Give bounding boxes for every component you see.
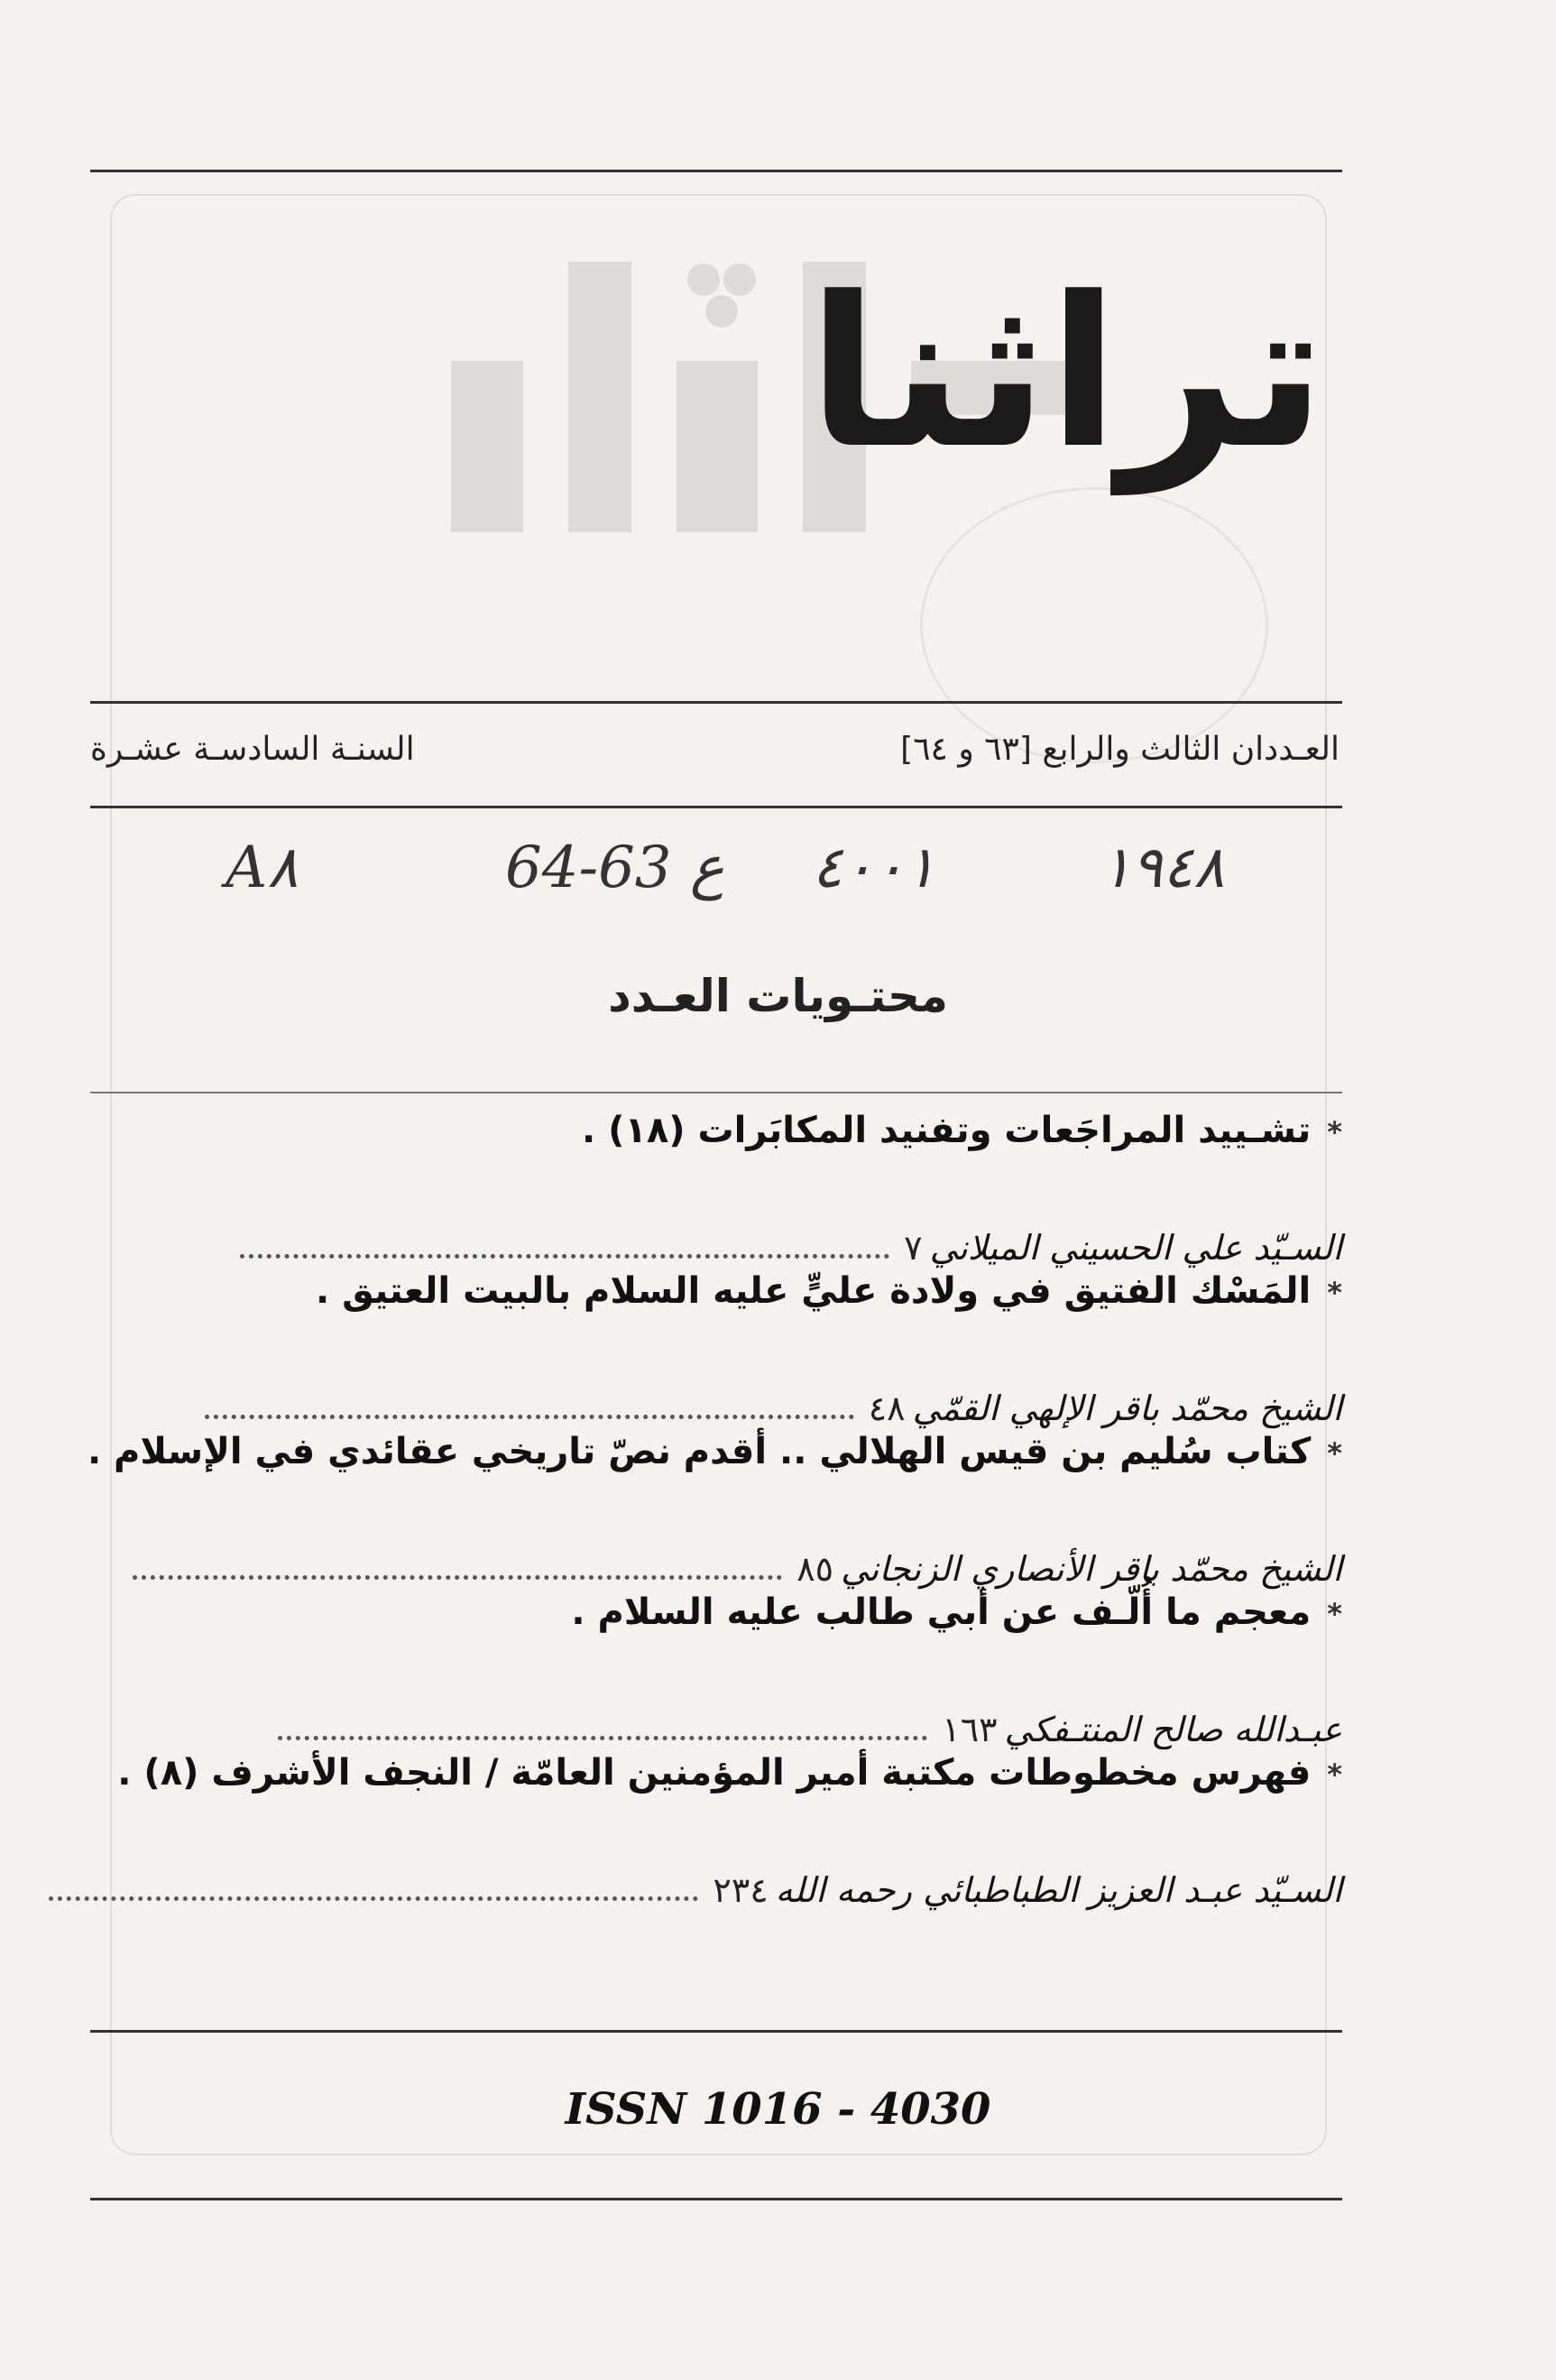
toc-page-number: ٨٥ [796, 1549, 834, 1589]
header-rule-lower [90, 806, 1342, 808]
toc-page-number: ٢٣٤ [713, 1870, 769, 1910]
toc-entry-title: *معجم ما أُلّـف عن أبي طالب عليه السلام . [571, 1591, 1342, 1633]
faint-stamp-seal [920, 487, 1268, 763]
leader-dots [49, 1887, 698, 1901]
handwritten-note-3: ٤٠٠١ [812, 835, 936, 901]
handwritten-note-4: ١٩٤٨ [1100, 835, 1225, 901]
toc-entry [90, 1591, 1342, 1752]
top-rule [90, 170, 1342, 172]
toc-entry [90, 1270, 1342, 1431]
toc-author-line [170, 1695, 1342, 1749]
issn-number: ISSN 1016 - 4030 [565, 2084, 991, 2135]
toc-author: الشيخ محمّد باقر الإلهي القمّي [912, 1388, 1342, 1428]
toc-entry-title: *فهرس مخطوطات مكتبة أمير المؤمنين العامّة / النجف الأشرف (٨) . [117, 1752, 1342, 1794]
toc-author-line [170, 1374, 1342, 1428]
toc-author: السـيّد عبـد العزيز الطباطبائي رحمه الله [775, 1870, 1342, 1910]
toc-author-line [170, 1535, 1342, 1589]
toc-page-number: ٤٨ [868, 1388, 906, 1428]
asterisk-icon: * [1327, 1115, 1342, 1149]
toc-page-number: ١٦٣ [942, 1710, 998, 1749]
contents-rule [90, 1092, 1342, 1093]
toc-entry [90, 1752, 1342, 1913]
contents-heading: محتـويات العـدد [608, 970, 948, 1022]
asterisk-icon: * [1327, 1597, 1342, 1631]
toc-entry-title: *المَسْك الفتيق في ولادة عليٍّ عليه السلام بالبيت العتيق . [316, 1270, 1342, 1312]
leader-dots [240, 1245, 889, 1259]
asterisk-icon: * [1327, 1436, 1342, 1471]
toc-entry-title: *تشـييد المراجَعات وتفنيد المكابَرات (١٨) . [582, 1110, 1342, 1151]
toc-entry-title: *كتاب سُليم بن قيس الهلالي .. أقدم نصّ تاريخي عقائدي في الإسلام . [87, 1431, 1342, 1472]
toc-author-line [170, 1213, 1342, 1268]
toc-entry [87, 1431, 1342, 1591]
toc-author-line [170, 1856, 1342, 1910]
leader-dots [278, 1727, 927, 1740]
footer-rule-upper [90, 2030, 1342, 2033]
journal-title: تراثنا [807, 254, 1326, 494]
handwritten-note-1: A٨ [226, 835, 299, 901]
footer-rule-lower [90, 2198, 1342, 2200]
handwritten-note-2: 64-63 ع [505, 835, 725, 901]
table-of-contents [87, 1110, 1342, 1913]
toc-author: الشيخ محمّد باقر الأنصاري الزنجاني [841, 1549, 1342, 1589]
volume-year: السنـة السادسـة عشـرة [90, 731, 415, 768]
header-rule-upper [90, 701, 1342, 704]
toc-author: السـيّد علي الحسيني الميلاني [929, 1228, 1342, 1268]
asterisk-icon: * [1327, 1276, 1342, 1310]
asterisk-icon: * [1327, 1757, 1342, 1792]
issue-numbers: العـددان الثالث والرابع [٦٣ و ٦٤] [900, 731, 1340, 768]
toc-page-number: ٧ [904, 1228, 923, 1268]
leader-dots [133, 1566, 782, 1580]
toc-entry [90, 1110, 1342, 1270]
leader-dots [205, 1406, 854, 1419]
toc-author: عبـدالله صالح المنتـفكي [1004, 1710, 1342, 1749]
